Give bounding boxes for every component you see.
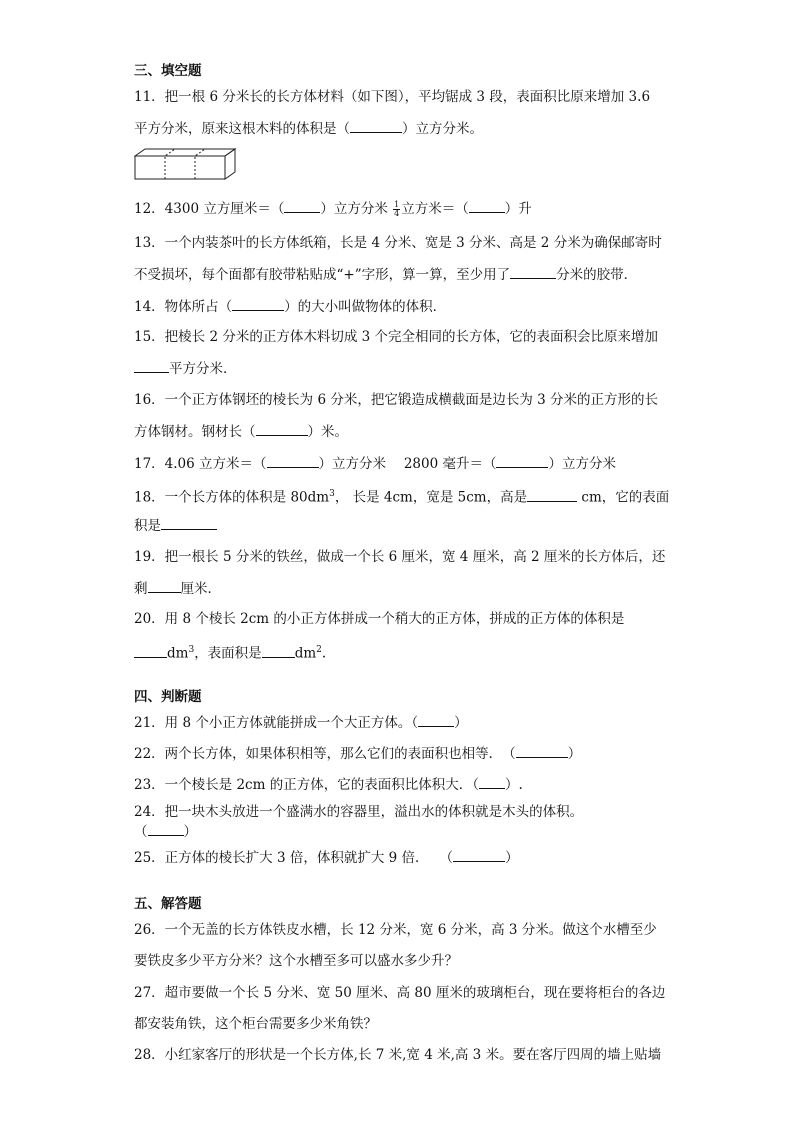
question-19-line-1: 19．把一根长 5 分米的铁丝，做成一个长 6 厘米，宽 4 厘米，高 2 厘米的长方体后，还 [134, 549, 666, 565]
answer-blank[interactable] [148, 822, 184, 836]
question-20-text: ，表面积是 [194, 645, 262, 662]
question-18-text: ， 长是 4cm，宽是 5cm，高是 [334, 489, 528, 506]
question-16-text: ）米。 [307, 424, 348, 440]
question-14-text: ）的大小叫做物体的体积． [284, 299, 447, 315]
answer-blank[interactable] [148, 579, 181, 593]
question-17-text: ）立方分米 2800 毫升＝（ [318, 456, 497, 472]
section-heading-solve: 五、解答题 [134, 896, 202, 912]
question-11-line-1: 11．把一根 6 分米长的长方体材料（如下图），平均锯成 3 段，表面积比原来增加 3.6 [134, 89, 651, 105]
question-24-line-2 [134, 822, 197, 841]
question-15-text: 平方分米． [169, 361, 237, 377]
answer-blank[interactable] [527, 488, 577, 502]
question-20-text: . [321, 645, 327, 662]
question-13-text: 分米的胶带． [556, 267, 638, 283]
fraction-denominator: 4 [394, 209, 400, 218]
question-22-text: ） [567, 746, 582, 762]
question-20-line-1: 20．用 8 个棱长 2cm 的小正方体拼成一个稍大的正方体，拼成的正方体的体积是 [134, 611, 625, 627]
question-17 [134, 454, 616, 473]
answer-blank[interactable] [469, 199, 505, 213]
answer-blank[interactable] [479, 775, 505, 789]
cuboid-front-face [135, 156, 225, 179]
answer-blank[interactable] [350, 119, 402, 133]
question-23-text: ）. [504, 777, 523, 793]
cut-line-1 [165, 149, 175, 179]
question-21-text: 21．用 8 个小正方体就能拼成一个大正方体。（ [134, 715, 419, 731]
question-16-line-1: 16．一个正方体钢坯的棱长为 6 分米，把它锻造成横截面是边长为 3 分米的正方形的长 [134, 392, 659, 408]
question-16-line-2 [134, 422, 348, 441]
question-25-text: ） [505, 850, 519, 866]
question-26-line-1: 26．一个无盖的长方体铁皮水槽，长 12 分米，宽 6 分米，高 3 分米。做这个水槽至少 [134, 922, 657, 938]
answer-blank[interactable] [267, 454, 319, 468]
superscript: 2 [316, 645, 322, 655]
question-11-text: ）立方分米。 [402, 121, 483, 137]
question-21 [134, 713, 468, 732]
question-22 [134, 744, 581, 763]
fraction-numerator: 1 [394, 200, 400, 209]
question-20-line-2 [134, 641, 326, 663]
answer-blank[interactable] [510, 265, 556, 279]
question-26-line-2: 要铁皮多少平方分米？这个水槽至多可以盛水多少升？ [134, 953, 458, 969]
question-27-line-1: 27．超市要做一个长 5 分米、宽 50 厘米、高 80 厘米的玻璃柜台，现在要将柜台的各边 [134, 985, 666, 1001]
question-25-text: 25．正方体的棱长扩大 3 倍，体积就扩大 9 倍． （ [134, 850, 454, 866]
question-13-line-2 [134, 265, 637, 284]
question-24-text: （ [134, 824, 148, 840]
question-18-text: cm，它的表面 [577, 489, 670, 506]
question-15-line-1: 15．把棱长 2 分米的正方体木料切成 3 个完全相同的长方体，它的表面积会比原来增加 [134, 329, 659, 345]
question-12-text: ）立方分米 [320, 201, 388, 217]
answer-blank[interactable] [284, 199, 320, 213]
question-12-text: 立方米＝（ [401, 201, 469, 217]
question-27-line-2: 都安装角铁，这个柜台需要多少米角铁？ [134, 1016, 377, 1032]
answer-blank[interactable] [418, 713, 454, 727]
superscript: 3 [188, 645, 195, 655]
section-heading-fill-in: 三、填空题 [134, 63, 202, 79]
question-18-line-2 [134, 516, 217, 535]
question-22-text: 22．两个长方体，如果体积相等，那么它们的表面积也相等． （ [134, 746, 516, 762]
question-21-text: ） [454, 715, 468, 731]
answer-blank[interactable] [134, 644, 167, 658]
question-24-line-1: 24．把一块木头放进一个盛满水的容器里，溢出水的体积就是木头的体积。 [134, 804, 584, 820]
question-12-text: 12．4300 立方厘米＝（ [134, 201, 285, 217]
question-28-line-1: 28．小红家客厅的形状是一个长方体,长 7 米,宽 4 米,高 3 米。要在客厅四周的墙上贴墙 [134, 1047, 662, 1063]
question-12 [134, 199, 532, 218]
question-19-text: 剩 [134, 581, 148, 597]
question-13-line-1: 13．一个内装茶叶的长方体纸箱，长是 4 分米、宽是 3 分米、高是 2 分米为确保邮寄时 [134, 235, 662, 251]
cuboid-figure [134, 148, 238, 180]
question-23-text: 23．一个棱长是 2cm 的正方体，它的表面积比体积大．（ [134, 777, 479, 793]
answer-blank[interactable] [262, 644, 295, 658]
question-17-text: ）立方分米 [548, 456, 616, 472]
section-heading-judge: 四、判断题 [134, 689, 202, 705]
answer-blank[interactable] [134, 359, 169, 373]
cuboid-top-face [135, 149, 235, 156]
question-15-line-2 [134, 359, 237, 378]
question-23 [134, 775, 523, 794]
question-24-text: ） [183, 824, 197, 840]
question-11-line-2 [134, 119, 483, 138]
fraction-one-quarter [393, 201, 400, 218]
question-14 [134, 297, 446, 316]
answer-blank[interactable] [161, 516, 217, 530]
unit-dm: dm [167, 645, 189, 662]
question-11-text: 平方分米，原来这根木料的体积是（ [134, 121, 350, 137]
question-25 [134, 848, 519, 867]
unit-dm: dm [294, 645, 317, 662]
question-18-text: 18．一个长方体的体积是 80dm [134, 489, 330, 506]
answer-blank[interactable] [256, 422, 308, 436]
answer-blank[interactable] [453, 848, 505, 862]
answer-blank[interactable] [496, 454, 548, 468]
question-17-text: 17．4.06 立方米＝（ [134, 456, 267, 472]
question-19-line-2 [134, 579, 221, 598]
cut-line-2 [195, 149, 205, 179]
superscript: 3 [329, 489, 335, 499]
answer-blank[interactable] [516, 744, 568, 758]
question-14-text: 14．物体所占（ [134, 299, 233, 315]
answer-blank[interactable] [232, 297, 284, 311]
question-18-line-1 [134, 485, 669, 507]
question-19-text: 厘米． [180, 581, 221, 597]
question-16-text: 方体钢材。钢材长（ [134, 424, 256, 440]
question-18-text: 积是 [134, 518, 161, 534]
cuboid-side-face [225, 149, 235, 179]
question-13-text: 不受损坏，每个面都有胶带粘贴成“+”字形，算一算，至少用了 [134, 267, 511, 283]
question-12-text: ）升 [504, 201, 532, 217]
